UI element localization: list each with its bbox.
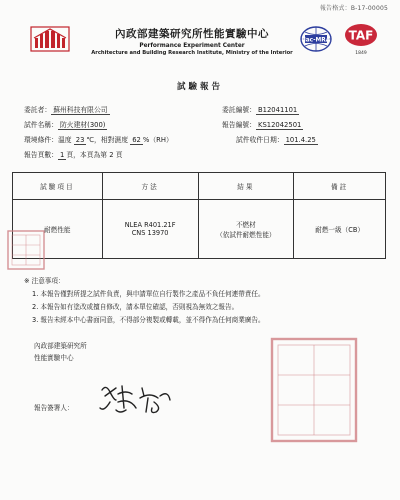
result-line-2: （依試件耐燃性能） [216, 231, 276, 239]
temperature-prefix: 溫度 [57, 136, 72, 144]
temperature-unit: ℃，相對濕度 [86, 136, 129, 144]
results-header-row [13, 173, 386, 200]
sample-no-row [222, 119, 303, 129]
method-cell [102, 200, 198, 259]
ilac-logo-text: ilac-MRA [301, 37, 331, 44]
organization-header [82, 26, 302, 56]
receipt-date-row [236, 134, 318, 144]
method-line-2: CNS 13970 [131, 229, 169, 237]
organization-subtitle-en: Architecture and Building Research Institute, Ministry of the Interior [91, 50, 293, 56]
method-line-1: NLEA R401.21F [124, 221, 176, 229]
test-item-cell: 耐燃性能 [13, 200, 103, 259]
remark-cell: 耐燃一級（CB） [294, 200, 386, 259]
temperature-value: 23 [75, 136, 85, 144]
ilac-logo-icon [296, 24, 336, 58]
column-header: 試驗項目 [13, 173, 103, 200]
humidity-unit: %（RH） [142, 136, 173, 144]
receipt-date-label: 試件收件日期： [236, 136, 284, 144]
result-line-1: 不燃材 [235, 221, 256, 229]
page-count-row [24, 149, 123, 159]
page-count-label: 報告頁數： [24, 151, 58, 159]
note-item: 1. 本報告僅對所提之試件負責，與申請單位自行製作之產品不負任何連帶責任。 [32, 290, 265, 298]
report-title: 試驗報告 [176, 82, 223, 92]
note-item: 2. 本報告如有塗改或擅自修改，請本單位確認，否則視為無效之報告。 [32, 303, 239, 311]
table-row [13, 200, 386, 259]
notes-title: ※ 注意事項： [24, 277, 65, 285]
environment-label: 環境條件： [24, 136, 58, 144]
report-no-row [222, 104, 299, 114]
issuing-org-line-2: 性能實驗中心 [34, 354, 74, 362]
report-no-value: B12041101 [257, 106, 298, 114]
taf-logo-text: TAF [348, 28, 374, 43]
handwritten-signature [96, 378, 176, 418]
page-count-value: 1 [59, 151, 65, 159]
left-seal-stamp [5, 228, 47, 272]
column-header: 方法 [102, 173, 198, 200]
column-header: 結果 [198, 173, 294, 200]
environment-row [24, 134, 173, 144]
applicant-row [24, 104, 110, 114]
institute-logo-icon [30, 26, 70, 52]
organization-name-zh: 內政部建築研究所性能實驗中心 [115, 28, 269, 40]
form-number: 報告格式：B-17-00005 [319, 5, 388, 12]
result-cell [198, 200, 294, 259]
taf-logo-number: 1849 [355, 51, 367, 56]
issuing-org-line-1: 內政部建築研究所 [34, 342, 87, 350]
sample-value: 防火建材(300) [59, 121, 106, 129]
sample-label: 試件名稱： [24, 121, 58, 129]
organization-name-en: Performance Experiment Center [139, 43, 245, 49]
results-table [12, 172, 386, 259]
sample-row [24, 119, 107, 129]
sample-no-value: KS12042501 [257, 121, 302, 129]
signer-label: 報告簽署人： [34, 404, 74, 412]
page-count-suffix: 頁，本頁為第 2 頁 [66, 151, 123, 159]
report-no-label: 委託編號： [222, 106, 256, 114]
sample-no-label: 報告編號： [222, 121, 256, 129]
applicant-label: 委託者： [24, 106, 52, 114]
receipt-date-value: 101.4.25 [285, 136, 316, 144]
humidity-value: 62 [132, 136, 141, 144]
notes-section [24, 275, 265, 327]
column-header: 備註 [294, 173, 386, 200]
note-item: 3. 報告未經本中心書面同意，不得部分複製或轉載，並不得作為任何商業廣告。 [32, 316, 265, 324]
applicant-value: 蘇州科技有限公司 [53, 106, 108, 114]
taf-badge-icon [344, 22, 378, 58]
right-seal-stamp [268, 335, 360, 445]
